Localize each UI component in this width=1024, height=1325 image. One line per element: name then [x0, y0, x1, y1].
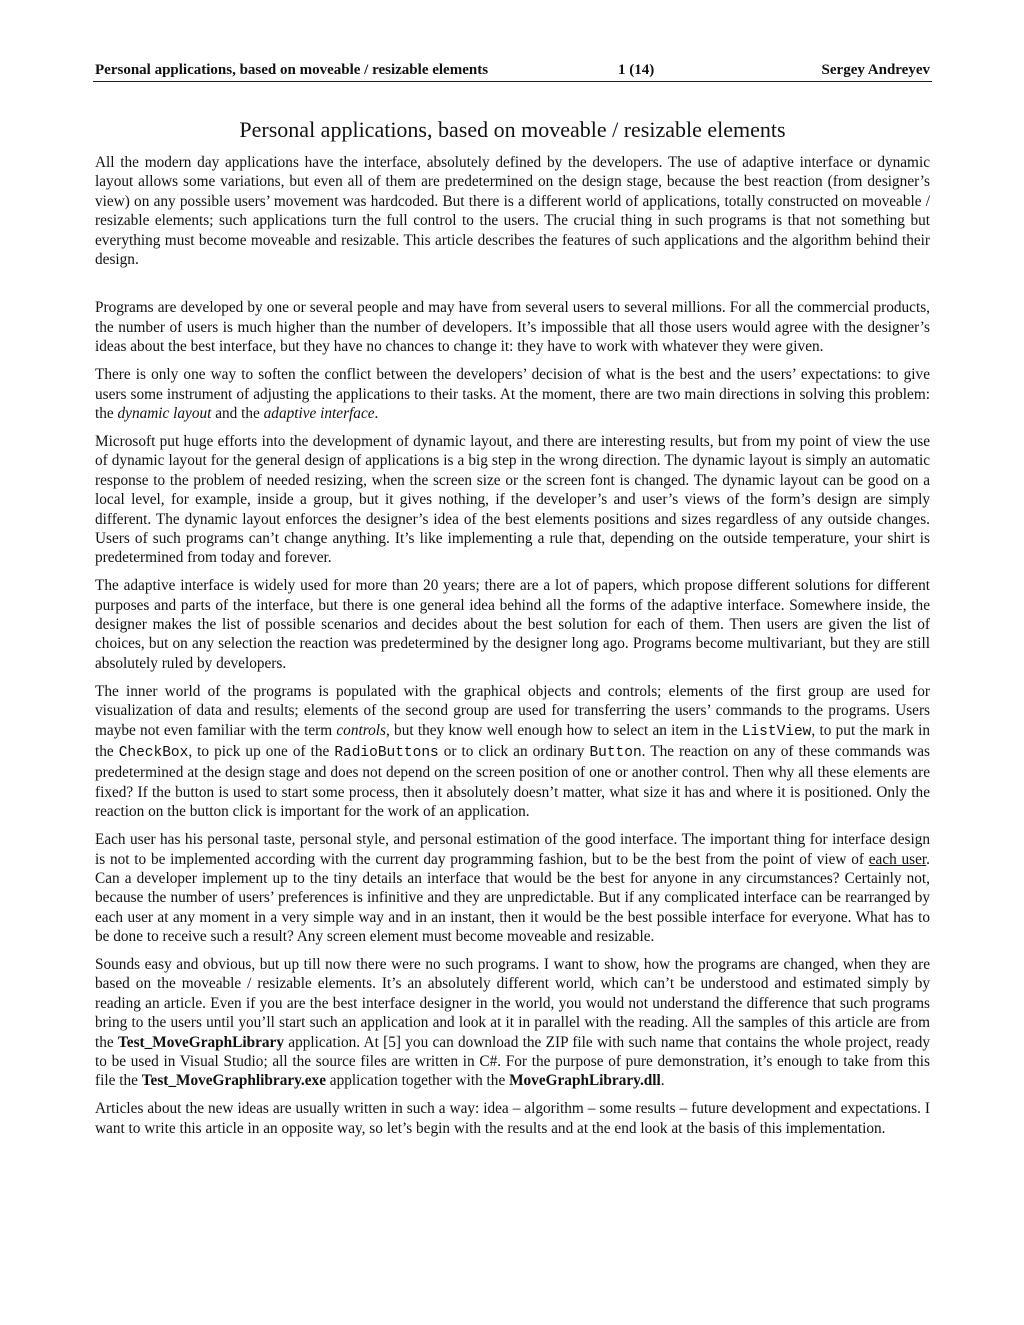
code-term: Button: [589, 744, 642, 761]
paragraph: Sounds easy and obvious, but up till now there were no such programs. I want to show, how the programs are changed, when they are based on the moveable / resizable elements. It’s an absolutely different world, which can’t be understood and estimated simply by reading an article. Even if you are the best interface designer in the world, you would not understand the difference that such programs bring to the users until you’ll start such an application and look at it in parallel with the reading. All the samples of this article are from the Test_MoveGraphLibrary application. At [5] you can download the ZIP file with such name that contains the whole project, ready to be used in Visual Studio; all the source files are written in C#. For the purpose of pure demonstration, it’s enough to take from this file the Test_MoveGraphlibrary.exe application together with the MoveGraphLibrary.dll.: [95, 956, 930, 1090]
header-title: Personal applications, based on moveable / resizable elements: [95, 62, 489, 78]
emphasis-term: adaptive interface: [263, 404, 375, 422]
bold-term: Test_MoveGraphlibrary.exe: [141, 1072, 326, 1090]
paragraph: Articles about the new ideas are usually written in such a way: idea – algorithm – some results – future development and expectations. I want to write this article in an opposite way, so let’s begin with the results and at the end look at the basis of this implementation.: [95, 1100, 930, 1137]
code-term: ListView: [741, 723, 812, 740]
underlined-term: each user: [868, 850, 927, 868]
bold-term: MoveGraphLibrary.dll: [509, 1072, 661, 1090]
emphasis-term: controls: [336, 721, 386, 739]
emphasis-term: dynamic layout: [117, 404, 212, 422]
paragraph: Each user has his personal taste, personal style, and personal estimation of the good interface. The important thing for interface design is not to be implemented according with the current day programming fashion, but to be the best from the point of view of each user. Can a developer implement up to the tiny details an interface that would be the best for anyone in any circumstances? Certainly not, because the number of users’ preferences is infinitive and they are unpredictable. But if any complicated interface can be rearranged by each user at any moment in a very simple way and in an instant, then it would be the best possible interface for everyone. What has to be done to receive such a result? Any screen element must become moveable and resizable.: [95, 831, 930, 946]
paragraph: Microsoft put huge efforts into the development of dynamic layout, and there are interesting results, but from my point of view the use of dynamic layout for the general design of applications is a big step in the wrong direction. The dynamic layout is simply an automatic response to the problem of needed resizing, when the screen size or the screen font is changed. The dynamic layout can be good on a local level, for example, inside a group, but it gives nothing, if the developer’s and user’s views of the form’s design are simply different. The dynamic layout enforces the designer’s idea of the best elements positions and sizes regardless of any outside changes. Users of such programs can’t change anything. It’s like implementing a rule that, depending on the outside temperature, your shirt is predetermined from today and forever.: [95, 432, 930, 567]
paragraph: The adaptive interface is widely used for more than 20 years; there are a lot of papers, which propose different solutions for different purposes and parts of the interface, but there is one general idea behind all the forms of the adaptive interface. Somewhere inside, the designer makes the list of possible scenarios and decides about the best solution for each of them. Then users are given the list of choices, but on any selection the reaction was predetermined by the designer long ago. Programs become multivariant, but they are still absolutely ruled by developers.: [95, 577, 930, 672]
paragraph: Programs are developed by one or several people and may have from several users to several millions. For all the commercial products, the number of users is much higher than the number of developers. It’s impossible that all those users would agree with the designer’s ideas about the best interface, but they have no chances to change it: they have to work with whatever they were given.: [95, 299, 930, 356]
header-author: Sergey Andreyev: [821, 62, 930, 78]
code-term: RadioButtons: [334, 744, 439, 761]
header-page-number: 1 (14): [618, 62, 655, 78]
document-body: [95, 153, 930, 1147]
paragraph: The inner world of the programs is populated with the graphical objects and controls; elements of the first group are used for visualization of data and results; elements of the second group are used for transferring the users’ commands to the programs. Users maybe not even familiar with the term controls, but they know well enough how to select an item in the ListView, to put the mark in the CheckBox, to pick up one of the RadioButtons or to click an ordinary Button. The reaction on any of these commands was predetermined at the design stage and does not depend on the screen position of one or another control. Then why all these elements are fixed? If the button is used to start some process, then it absolutely doesn’t matter, what size it has and where it is positioned. Only the reaction on the button click is important for the work of an application.: [95, 682, 931, 821]
bold-term: Test_MoveGraphLibrary: [118, 1033, 284, 1051]
running-header: [93, 61, 932, 82]
abstract-paragraph: All the modern day applications have the interface, absolutely defined by the developers. The use of adaptive interface or dynamic layout allows some variations, but even all of them are predetermined on the design stage, because the best reaction (from designer’s view) on any possible users’ movement was hardcoded. But there is a different world of applications, totally constructed on moveable / resizable elements; such applications turn the full control to the users. The crucial thing in such programs is that not something but everything must become moveable and resizable. This article describes the features of such applications and the algorithm behind their design.: [95, 154, 930, 269]
document-title: Personal applications, based on moveable / resizable elements: [239, 117, 786, 142]
code-term: CheckBox: [118, 744, 189, 761]
paragraph: There is only one way to soften the conflict between the developers’ decision of what is the best and the users’ expectations: to give users some instrument of adjusting the applications to their tasks. At the moment, there are two main directions in solving this problem: the dynamic layout and the adaptive interface.: [95, 366, 930, 422]
